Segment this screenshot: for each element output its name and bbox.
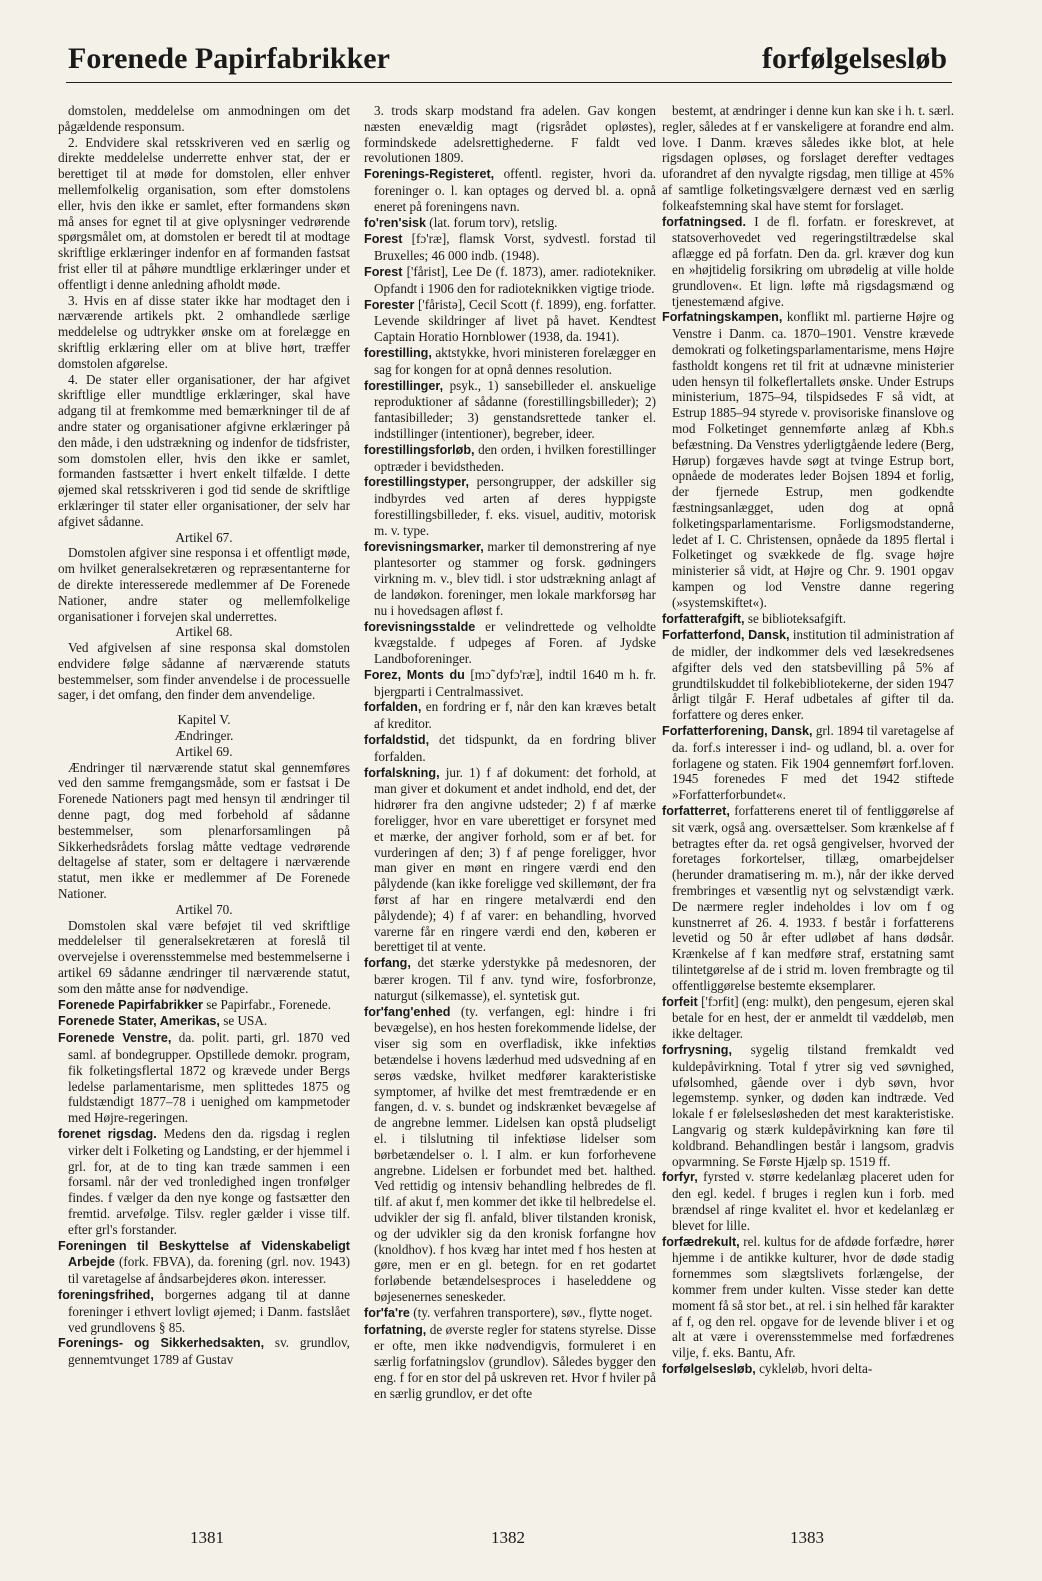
header-rule <box>66 82 952 83</box>
entry-headword: Forenede Venstre, <box>58 1031 172 1046</box>
dictionary-entry <box>364 765 656 956</box>
entry-text: sv. grundlov, gennemtvunget 1789 af Gustav <box>68 1335 350 1368</box>
entry-text: det stærke yderstykke på medesnoren, der bærer krogen. Til f anv. tynd wire, fosforbronze, naturgut (silkemasse), el. syntetisk gut. <box>374 955 656 1003</box>
body-paragraph: 3. Hvis en af disse stater ikke har modtaget den i nærværende artikels pkt. 2 omhandlede særlige meddelelse og udtrykker ønske om at forelægge en skriftlig erklæring eller om at blive hørt, træffer domstolen afgørelse. <box>58 292 350 371</box>
entry-text: cykleløb, hvori delta- <box>755 1360 873 1376</box>
dictionary-entry <box>58 1126 350 1238</box>
dictionary-entry <box>58 997 350 1014</box>
entry-text: den orden, i hvilken forestillinger optræder i bevidstheden. <box>374 441 656 474</box>
entry-text: ['fåristə], Cecil Scott (f. 1899), eng. forfatter. Levende skildringer af livet på havet. Kendtest Captain Horatio Hornblower (1938, da. 1941). <box>374 296 656 345</box>
dictionary-entry <box>364 345 656 378</box>
dictionary-entry <box>662 723 954 803</box>
dictionary-entry <box>662 803 954 994</box>
entry-headword: Forenede Stater, Amerikas, <box>58 1014 220 1029</box>
dictionary-entry <box>364 215 656 232</box>
dictionary-entry <box>364 732 656 765</box>
dictionary-entry <box>364 297 656 345</box>
dictionary-entry <box>58 1335 350 1368</box>
dictionary-entry <box>364 955 656 1003</box>
entry-text: ['fɔrfit] (eng: mulkt), den pengesum, ejeren skal betale for en hest, der er anmeldt til væddeløb, men ikke deltager. <box>672 993 954 1042</box>
article-heading: Artikel 70. <box>175 901 233 917</box>
body-paragraph: Ved afgivelsen af sine responsa skal domstolen endvidere følge sådanne af nærværende statuts bestemmelser, som finder anvendelse i de processuelle sager, i det omfang, den finder dem anvendelige. <box>58 640 350 703</box>
entry-text: ['fårist], Lee De (f. 1873), amer. radiotekniker. Opfandt i 1906 den for radioteknikken vigtige triode. <box>374 263 656 296</box>
entry-headword: forestilling, <box>364 345 432 360</box>
entry-headword: Forfatterfond, Dansk, <box>662 628 790 643</box>
page-number-right: 1383 <box>790 1528 824 1547</box>
entry-text: (fork. FBVA), da. forening (grl. nov. 1943) til varetagelse af åndsarbejderes økon. interesser. <box>68 1254 350 1287</box>
entry-headword: for'fang'enhed <box>364 1004 451 1019</box>
entry-text: de øverste regler for statens styrelse. Disse er ofte, men ikke nødvendigvis, formuleret i en særlig forfatningslov (grundlov). Således bygger den eng. f for en stor del på uskreven ret. Hvor f hviler på en særlig grundlov, er det ofte <box>374 1321 656 1401</box>
dictionary-entry <box>58 1238 350 1287</box>
spacer <box>58 703 350 712</box>
entry-headword: for'fa're <box>364 1305 410 1320</box>
dictionary-entry <box>58 1030 350 1126</box>
entry-text: da. polit. parti, grl. 1870 ved saml. af bondegrupper. Opstillede demokr. program, fik folketingsflertal 1872 og krævede under Bergs ledelse parlamentarisme, men splittedes 1875 og fuldstændigt 1877–78 i uenighed om kampmetoder med Højre-regeringen. <box>68 1030 350 1126</box>
entry-text: borgernes adgang til at danne foreninger i ethvert lovligt øjemed; i Danm. fastslået ved grundlovens § 85. <box>68 1286 350 1335</box>
entry-headword: Foreningen til Beskyttelse af Videnskabeligt Arbejde <box>58 1238 350 1270</box>
body-paragraph: Domstolen skal være beføjet til ved skriftlige meddelelser til generalsekretæren at foreslå til overvejelse i overensstemmelse med bestemmelserne i artikel 69 sådanne ændringer til nærværende statut, som den måtte anse for nødvendige. <box>58 917 350 996</box>
body-paragraph: 3. trods skarp modstand fra adelen. Gav kongen næsten enevældig magt (rigsrådet opløstes), formindskede adelsrettighederne. F faldt ved revolutionen 1809. <box>364 103 656 166</box>
entry-headword: Forenings-Registeret, <box>364 167 495 182</box>
dictionary-entry <box>364 378 656 442</box>
entry-headword: Forest <box>364 232 403 247</box>
entry-text: konflikt ml. partierne Højre og Venstre i Danm. ca. 1870–1901. Venstre krævede demokrati og folketingsparlamentarisme, mens Højre fastholdt kongens ret til frit at udnævne ministerier uden hensyn til folkeflertallets ønske. Under Estrups ministerium, 1875–94, tilspidsedes F så vidt, at Estrup 1885–94 styrede v. provisoriske finanslove og mod Folketinget gennemførte anlæg af Kbh.s befæstning. Da Venstres yderligtgående ledere (Berg, Hørup) forgæves havde søgt at tvinge Estrup bort, opnåede de moderates leder Bojsen 1894 et forlig, der fjernede Estrup, men godkendte fæstningsanlægget, uden dog at opnå folketingsparlamentarisme. Forligsmodstanderne, ledet af I. C. Christensen, opnåede da 1895 flertal i Folketinget og svækkede de flg. svage højre ministerier så vidt, at Højre og Chr. 9. 1901 opgav kampen og lod Venstre danne regering (»systemskiftet«). <box>672 309 954 610</box>
dictionary-entry <box>364 442 656 475</box>
entry-text: (ty. verfangen, egl: hindre i fri bevægelse), en hos hesten forekommende lidelse, der viser sig som en overfladisk, ikke infektiøs betændelse i hovens læderhud med udsvedning af en serøs vædske, hvilket medfører karakteristiske symptomer, af hvilke det mest fremtrædende er en fangen, d. v. s. bundet og indskrænket bevægelse af de angrebne lemmer. Lidelsen kan opstå pludseligt el. i tilslutning til infektiøse lidelser som børbetændelser o. l. I alm. er kun forforhevene angrebne. Lidelsen er forbundet med bet. halthed. Ved rettidig og intensiv behandling helbredes de fl. tilf. af akut f, men kommer det ikke til helbredelse el. udvikler der sig fl. anfald, bliver tilstanden kronisk, og der udvikler sig da den kronisk forfangne hov (knoldhov). f hos kvæg har intet med f hos hesten at gøre, men er en gl. betegn. for en ret godartet forløbende betændelsesproces i haseleddene og bøjesenernes seneskeder. <box>374 1003 656 1304</box>
article-heading: Artikel 68. <box>175 624 233 640</box>
entry-text: en fordring er f, når den kan kræves betalt af kreditor. <box>374 699 656 732</box>
page-number-left: 1381 <box>190 1528 224 1547</box>
entry-text: er velindrettede og velholdte kvægstalde. f udpeges af Foren. af Jydske Landboforeninger. <box>374 618 656 667</box>
dictionary-entry <box>58 1013 350 1030</box>
entry-text: aktstykke, hvori ministeren forelægger en sag for kongen for at opnå dennes resolution. <box>374 344 656 377</box>
dictionary-entry <box>662 627 954 723</box>
entry-headword: Forest <box>364 264 403 279</box>
entry-text: (ty. verfahren transportere), søv., flytte noget. <box>409 1304 653 1320</box>
entry-headword: Forfatningskampen, <box>662 310 783 325</box>
entry-headword: forfyr, <box>662 1170 698 1185</box>
entry-text: marker til demonstrering af nye plantesorter og stammer og forsk. gødningers virkning m. v., blev tidl. i stor udstrækning anlagt af de landøkon. foreninger, men lokale markforsøg har nu i hovedsagen afløst f. <box>374 538 656 618</box>
entry-headword: forfalden, <box>364 700 422 715</box>
body-paragraph: domstolen, meddelelse om anmodningen om det pågældende responsum. <box>58 103 350 134</box>
dictionary-entry <box>662 611 954 628</box>
entry-headword: forfatterafgift, <box>662 611 745 626</box>
column-1 <box>58 103 350 1518</box>
column-3 <box>662 103 954 1518</box>
entry-headword: forfatning, <box>364 1322 427 1337</box>
dictionary-entry <box>364 699 656 732</box>
entry-headword: forfølgelsesløb, <box>662 1361 756 1376</box>
dictionary-entry <box>662 309 954 610</box>
entry-headword: forevisningsstalde <box>364 619 476 634</box>
entry-headword: forestillingsforløb, <box>364 442 475 457</box>
body-paragraph: 4. De stater eller organisationer, der har afgivet skriftlige eller mundtlige erklæringer, skal have adgang til at fremkomme med bemærkninger til de af andre stater og organisationer afgivne erklæringer på den måde, i den udstrækning og indenfor de tidsfrister, som domstolen eller, hvis den ikke er samlet, formanden fastsætter i hvert enkelt tilfælde. I dette øjemed skal retsskriveren i god tid sende de skriftlige erklæringer til stater eller organisationer, der selv har afgivet sådanne. <box>58 371 350 529</box>
body-paragraph: bestemt, at ændringer i denne kun kan ske i h. t. særl. regler, således at f er vanskeligere at forandre end alm. love. I Danm. kræves således ikke blot, at hele rigsdagen opløses, og forslaget derefter vedtages uforandret af den nyvalgte rigsdag, men tillige at 45% af samtlige folketingsvælgere dernæst ved en særlig folkeafstemning skal have stemt for forslaget. <box>662 103 954 213</box>
entry-text: institution til administration af de midler, der indkommer dels ved læsekredsenes afgifter dels ved den statsbevilling på 5% af grundtilskuddet til folkebibliotekerne, der siden 1947 årligt tilgår F. Heraf udbetales af gifter til da. forfattere og deres enker. <box>672 627 954 723</box>
entry-headword: forfatningsed. <box>662 214 746 229</box>
body-paragraph: Domstolen afgiver sine responsa i et offentligt møde, om hvilket generalsekretæren og repræsentanterne for de direkte interesserede medlemmer af De Forenede Nationer, andre stater og mellemfolkelige organisationer i forvejen skal underrettes. <box>58 545 350 624</box>
dictionary-entry <box>364 1305 656 1322</box>
body-paragraph: 2. Endvidere skal retsskriveren ved en særlig og direkte meddelelse underrette enhver stat, der er berettiget til at møde for domstolen, eller enhver mellemfolkelig organisation, som efter domstolens eller, hvis den ikke er samlet, efter formandens skøn må anses for egnet til at give oplysninger vedrørende spørgsmålet om, at domstolen er beredt til at modtage skriftlige erklæringer indenfor en af formanden fastsat frist eller til at påhøre mundtlige erklæringer under et offentligt i denne anledning afholdt møde. <box>58 134 350 292</box>
dictionary-entry <box>662 994 954 1042</box>
entry-headword: forfeit <box>662 994 698 1009</box>
dictionary-entry <box>364 1322 656 1402</box>
dictionary-entry <box>662 1234 954 1361</box>
entry-headword: forfang, <box>364 956 411 971</box>
article-heading: Ændringer. <box>174 728 234 744</box>
entry-headword: forfatterret, <box>662 804 730 819</box>
entry-headword: Forez, Monts du <box>364 667 465 682</box>
article-heading: Kapitel V. <box>177 712 231 728</box>
running-head-left: Forenede Papirfabrikker <box>68 42 390 75</box>
entry-text: fyrsted v. større kedelanlæg placeret uden for den egl. kedel. f bruges i reglen kun i forb. med brændsel af ringe kvalitet el. hvor et kedelanlæg er blevet for lille. <box>672 1169 954 1233</box>
column-2 <box>364 103 656 1518</box>
entry-text: psyk., 1) sansebilleder el. anskuelige reproduktioner af sådanne (forestillingsbilleder); 2) fantasibilleder; 3) genstandsrettede tanker el. indstillinger (intentioner), begreber, ideer. <box>374 377 656 441</box>
dictionary-entry <box>662 1169 954 1233</box>
entry-text: persongrupper, der adskiller sig indbyrdes ved arten af deres hyppigste forestillingsbilleder, f. eks. visuel, auditiv, motorisk m. v. type. <box>374 474 656 538</box>
page-number-middle: 1382 <box>491 1528 525 1547</box>
entry-headword: forenet rigsdag. <box>58 1127 157 1141</box>
dictionary-entry <box>58 1287 350 1335</box>
article-heading: Artikel 67. <box>175 529 233 545</box>
dictionary-entry <box>364 619 656 667</box>
entry-headword: Forfatterforening, Dansk, <box>662 724 813 739</box>
entry-text: se Papirfabr., Forenede. <box>202 996 332 1012</box>
dictionary-entry <box>364 474 656 538</box>
entry-text: offentl. register, hvori da. foreninger o. l. kan optages og derved bl. a. opnå eneret på foreningens navn. <box>374 166 656 214</box>
dictionary-entry <box>364 166 656 214</box>
entry-text: sygelig tilstand fremkaldt ved kuldepåvirkning. Total f ytrer sig ved søvnighed, ufølsomhed, gående over i dyb søvn, hvor legemstemp. synker, og døden kan indtræde. Ved lokale f er følelsesløsheden det mest karakteristiske. Langvarig og stærk kuldepåvirkning kan føre til koldbrand. Behandlingen består i langsom, gradvis opvarmning. Se Første Hjælp sp. 1519 ff. <box>672 1042 954 1169</box>
entry-headword: Forester <box>364 297 415 312</box>
entry-headword: forfalskning, <box>364 765 440 780</box>
entry-text: se USA. <box>219 1013 268 1029</box>
entry-text: (lat. forum torv), retslig. <box>426 214 558 230</box>
dictionary-entry <box>364 1004 656 1305</box>
dictionary-entry <box>662 1042 954 1169</box>
entry-text: rel. kultus for de afdøde forfædre, hører hjemme i de antikke kulturer, hvor de døde stadig fornemmes som slægtslivets forlængelse, der kommer frem under kulten. Visse steder kan dette moment få så stor bet., at rel. i sin helhed får karakter af f, og den rel. opgave for de levende bliver i et og alt at være i overensstemmelse med forfædrenes vilje, f. eks. Bantu, Afr. <box>672 1233 954 1361</box>
entry-text: forfatterens eneret til of fentliggørelse af sit værk, også ang. oversættelser. Som krænkelse af f betragtes efter da. ret også gengivelser, hvorved der foretages forkortelser, tillæg, omarbejdelser (herunder dramatisering m. m.), når der ikke derved frembringes et væsentlig nyt og selvstændigt værk. De nærmere regler indeholdes i lov om f og kunstnerret af 26. 4. 1933. f består i forfatterens levetid og 50 år efter udløbet af hans dødsår. Krænkelse af f kan medføre straf, erstatning samt tilintetgørelse af de i strid m. loven frembragte og til offentliggørelse bestemte eksemplarer. <box>672 803 954 993</box>
entry-text: grl. 1894 til varetagelse af da. forf.s interesser i ind- og udland, bl. a. over for forlagene og staten. Fik 1904 gennemført forf.loven. 1945 forenedes F med det 1942 stiftede »Forfatterforbundet«. <box>672 723 954 803</box>
running-head-right: forfølgelsesløb <box>762 42 947 75</box>
entry-headword: Forenede Papirfabrikker <box>58 997 203 1012</box>
entry-headword: forestillinger, <box>364 378 444 393</box>
dictionary-entry <box>662 1361 954 1378</box>
dictionary-entry <box>662 214 954 310</box>
dictionary-entry <box>364 539 656 619</box>
dictionary-entry <box>364 264 656 297</box>
entry-text: [fɔ'ræ], flamsk Vorst, sydvestl. forstad til Bruxelles; 46 000 indb. (1948). <box>374 231 656 264</box>
entry-headword: forfædrekult, <box>662 1234 740 1249</box>
body-paragraph: Ændringer til nærværende statut skal gennemføres ved den samme fremgangsmåde, som er fastsat i De Forenede Nationers pagt med hensyn til ændringer til denne pagt, dog med forbehold af sådanne bestemmelser, som plenarforsamlingen på Sikkerhedsrådets forslag måtte vedtage vedrørende deltagelse af stater, som er deltagere i nærværende statut, men ikke er medlemmer af De Forenede Nationer. <box>58 759 350 902</box>
entry-headword: fo'ren'sisk <box>364 215 426 230</box>
entry-text: det tidspunkt, da en fordring bliver forfalden. <box>374 732 656 764</box>
entry-text: [mɔ̃ dyfɔ'ræ], indtil 1640 m h. fr. bjergparti i Centralmassivet. <box>374 666 656 699</box>
entry-headword: forevisningsmarker, <box>364 539 484 554</box>
entry-headword: foreningsfrihed, <box>58 1287 154 1302</box>
entry-text: jur. 1) f af dokument: det forhold, at man giver et dokument et andet indhold, end det, der hidrører fra den angivne udsteder; 2) f af mærke foreligger, hvor en vare uberettiget er forsynet med et mærke, der angiver forhold, som er af bet. for vurderingen af den; 3) f af penge foreligger, hvor man giver en mønt en ringere værdi end den pålydende (kan ikke foreligge ved skillemønt, der fra først af har en ringere metalværdi end den pålydende); 4) f af varer: en behandling, hvorved varerne får en ringere værdi end den, køberen er berettiget til at vente. <box>374 764 656 955</box>
entry-headword: forfrysning, <box>662 1043 732 1058</box>
dictionary-entry <box>364 231 656 264</box>
entry-headword: Forenings- og Sikkerhedsakten, <box>58 1336 265 1351</box>
entry-headword: forfaldstid, <box>364 733 430 748</box>
dictionary-entry <box>364 667 656 700</box>
entry-text: se biblioteksafgift. <box>744 610 847 626</box>
article-heading: Artikel 69. <box>175 743 233 759</box>
entry-text: Medens den da. rigsdag i reglen virker delt i Folketing og Landsting, er der hjemmel i grl. for, at de to ting kan træde sammen i een forsaml. når der ved tronledighed ingen tronfølger findes. f vælger da den nye konge og fastsætter den fremtid. arvefølge. Tilsv. regler gælder i visse tilf. efter grl's forstander. <box>68 1126 350 1237</box>
entry-headword: forestillingstyper, <box>364 475 469 490</box>
entry-text: I de fl. forfatn. er foreskrevet, at statsoverhovedet ved regeringstiltrædelse skal aflægge ed på forfatn. Den da. grl. kræver dog kun en »højtidelig forsikring om ubrødelig at ville holde grundloven«. Et lign. løfte må rigsdagsmænd og tjenestemænd afgive. <box>672 213 954 309</box>
